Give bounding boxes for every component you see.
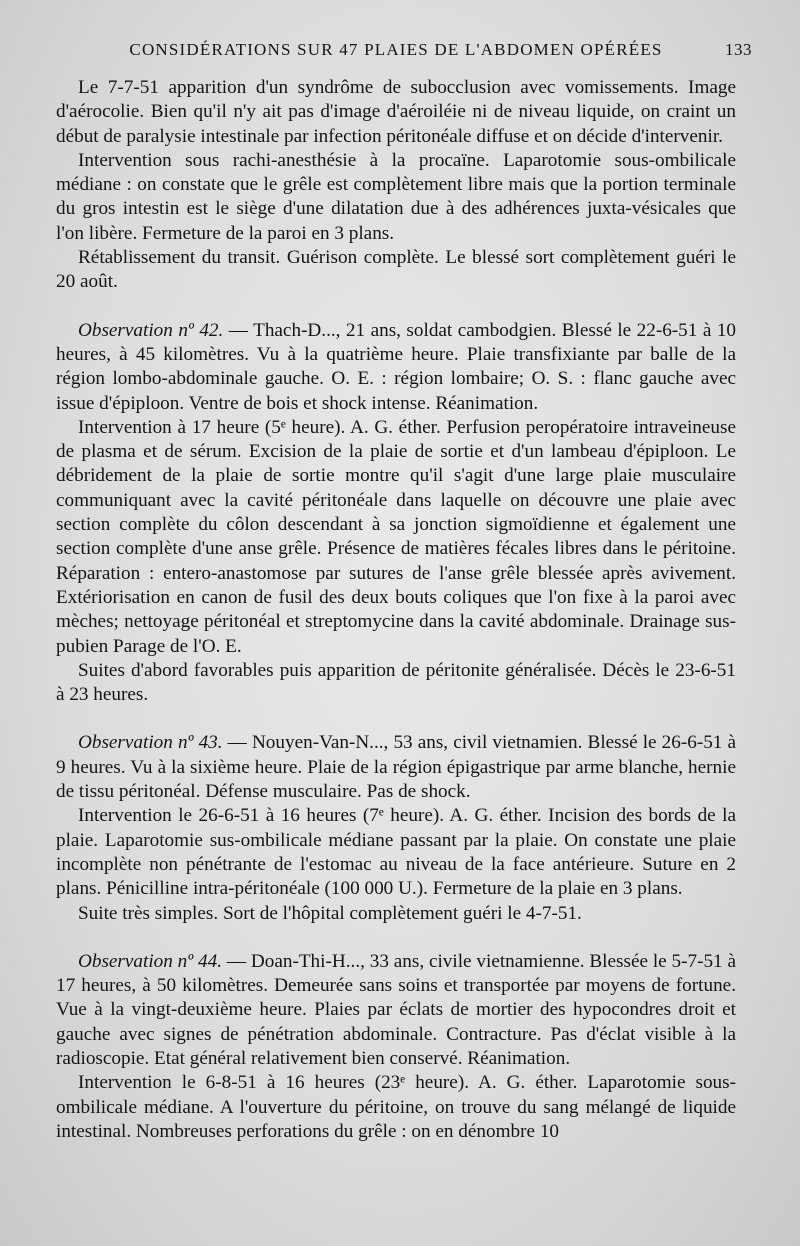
running-header bbox=[56, 40, 752, 60]
observation-paragraph bbox=[56, 950, 736, 1071]
section-gap bbox=[56, 707, 736, 731]
paragraph: Intervention le 26-6-51 à 16 heures (7ᵉ heure). A. G. éther. Incision des bords de la plaie. Laparotomie sus-ombilicale médiane passant par la plaie. On constate une plaie incomplète non pénétrante de l'estomac au niveau de la face antérieure. Suture en 2 plans. Pénicilline intra-péritonéale (100 000 U.). Fermeture de la plaie en 3 plans. bbox=[56, 805, 736, 900]
paragraph: Intervention sous rachi-anesthésie à la procaïne. Laparotomie sous-ombilicale médiane : on constate que le grêle est complètement libre mais que la portion terminale du gros intestin est le siège d'une dilatation due à des adhérences juxta-vésicales que l'on libère. Fermeture de la paroi en 3 plans. bbox=[56, 149, 736, 244]
paragraph: Suite très simples. Sort de l'hôpital complètement guéri le 4-7-51. bbox=[78, 902, 582, 924]
paragraph: Intervention à 17 heure (5ᵉ heure). A. G. éther. Perfusion peropératoire intraveineuse de plasma et de sérum. Excision de la plaie de sortie et d'un lambeau d'épiploon. Le débridement de la plaie de sortie montre qu'il s'agit d'une large plaie musculaire communiquant avec la cavité péritonéale dans laquelle on découvre une plaie avec section complète du côlon descendant à sa jonction sigmoïdienne et également une section complète d'une anse grêle. Présence de matières fécales libres dans le péritoine. Réparation : entero-anastomose par sutures de l'anse grêle blessée après avivement. Extériorisation en canon de fusil des deux bouts coliques que l'on fixe à la paroi avec mèches; nettoyage péritonéal et streptomycine dans la cavité abdominale. Drainage sus-pubien Parage de l'O. E. bbox=[56, 416, 736, 657]
paragraph: Intervention le 6-8-51 à 16 heures (23ᵉ heure). A. G. éther. Laparotomie sous-ombilicale médiane. A l'ouverture du péritoine, on trouve du sang mélangé de liquide intestinal. Nombreuses perforations du grêle : on en dénombre 10 bbox=[56, 1072, 736, 1142]
body-text bbox=[56, 76, 736, 1144]
section-gap bbox=[56, 926, 736, 950]
observation-label: Observation nº 44. bbox=[78, 950, 223, 972]
paragraph: Rétablissement du transit. Guérison complète. Le blessé sort complètement guéri le 20 août. bbox=[56, 247, 736, 293]
observation-text: — Thach-D..., 21 ans, soldat cambodgien. Blessé le 22-6-51 à 10 heures, à 45 kilomètres. Vu à la quatrième heure. Plaie transfixiante par balle de la région lombo-abdominale gauche. O. E. : région lombaire; O. S. : flanc gauche avec issue d'épiploon. Ventre de bois et shock intense. Réanimation. bbox=[56, 319, 737, 414]
paragraph: Le 7-7-51 apparition d'un syndrôme de subocclusion avec vomissements. Image d'aérocolie. Bien qu'il n'y ait pas d'image d'aéroiléie ni de niveau liquide, on craint un début de paralysie intestinale par infection péritonéale diffuse et on décide d'intervenir. bbox=[56, 77, 736, 147]
observation-text: — Nouyen-Van-N..., 53 ans, civil vietnamien. Blessé le 26-6-51 à 9 heures. Vu à la sixième heure. Plaie de la région épigastrique par arme blanche, hernie de tissu péritonéal. Défense musculaire. Pas de shock. bbox=[56, 732, 737, 803]
observation-label: Observation nº 43. bbox=[78, 732, 223, 754]
paragraph: Suites d'abord favorables puis apparition de péritonite généralisée. Décès le 23-6-51 à 23 heures. bbox=[56, 659, 736, 706]
observation-paragraph bbox=[56, 731, 736, 804]
section-gap bbox=[56, 295, 736, 319]
observation-label: Observation nº 42. bbox=[78, 319, 224, 341]
page-number: 133 bbox=[725, 40, 752, 59]
observation-text: — Doan-Thi-H..., 33 ans, civile vietnamienne. Blessée le 5-7-51 à 17 heures, à 50 kilomètres. Demeurée sans soins et transportée par moyens de fortune. Vue à la vingt-deuxième heure. Plaies par éclats de mortier des hypocondres droit et gauche avec signes de pénétration abdominale. Contracture. Pas d'éclat visible à la radioscopie. Etat général relativement bien conservé. Réanimation. bbox=[56, 950, 736, 1069]
observation-paragraph bbox=[56, 319, 736, 416]
running-header-title: CONSIDÉRATIONS SUR 47 PLAIES DE L'ABDOMEN OPÉRÉES bbox=[129, 40, 663, 59]
